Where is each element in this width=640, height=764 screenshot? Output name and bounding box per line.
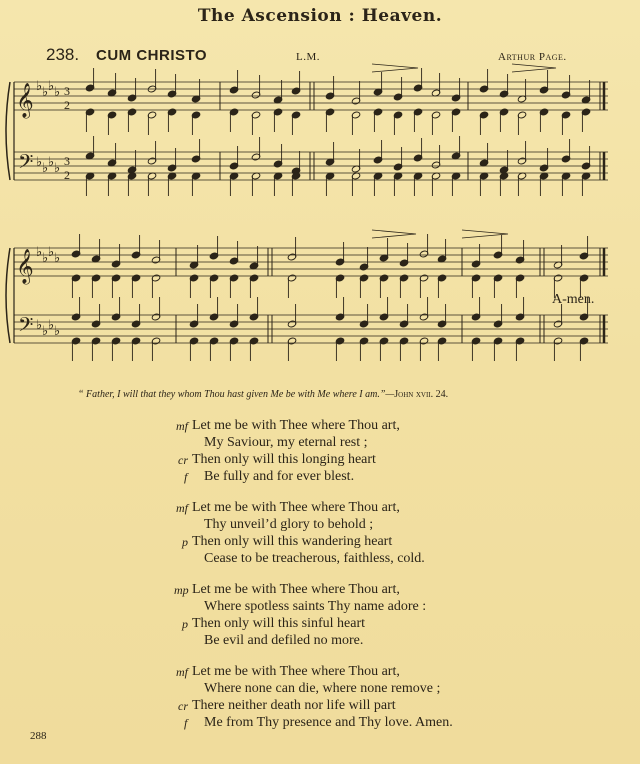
verse-line: Cease to be treacherous, faithless, cold. — [204, 551, 425, 566]
stanza-3 — [0, 581, 640, 651]
verses — [0, 417, 640, 742]
bass-clef-icon: 𝄢 — [18, 313, 34, 341]
brace-icon — [6, 248, 10, 343]
crescendo-icon — [372, 230, 416, 238]
flat-sign-icon: ♭ — [48, 318, 55, 333]
flat-sign-icon: ♭ — [42, 161, 49, 176]
page-number: 288 — [30, 730, 47, 742]
treble-clef-icon: 𝄞 — [16, 83, 34, 118]
verse-line: Where spotless saints Thy name adore : — [204, 599, 427, 614]
dynamic-mark: mf — [176, 665, 188, 679]
time-signature-icon: 3 — [64, 154, 70, 168]
scripture-quote: “ Father, I will that they whom Thou hast given Me be with Me where I am.”— — [78, 389, 395, 400]
flat-sign-icon: ♭ — [54, 251, 61, 266]
verse-line: Me from Thy presence and Thy love. Amen. — [204, 715, 453, 730]
verse-line: Thy unveil’d glory to behold ; — [204, 517, 374, 532]
crescendo-icon — [512, 64, 556, 72]
verse-line: Then only will this wandering heart — [192, 534, 393, 549]
flat-sign-icon: ♭ — [42, 324, 49, 339]
verse-line: Let me be with Thee where Thou art, — [192, 664, 400, 679]
flat-sign-icon: ♭ — [36, 318, 43, 333]
meter: L.M. — [296, 51, 320, 63]
flat-sign-icon: ♭ — [36, 245, 43, 260]
flat-sign-icon: ♭ — [36, 155, 43, 170]
flat-sign-icon: ♭ — [36, 79, 43, 94]
flat-sign-icon: ♭ — [42, 85, 49, 100]
stanza-1 — [0, 417, 640, 487]
dynamic-mark: cr — [178, 699, 188, 713]
dynamic-mark: mf — [176, 501, 188, 515]
treble-clef-icon: 𝄞 — [16, 249, 34, 284]
dynamic-mark: mf — [176, 419, 188, 433]
crescendo-icon — [462, 230, 508, 238]
brace-icon — [6, 82, 10, 180]
verse-line: Be fully and for ever blest. — [204, 469, 355, 484]
verse-line: There neither death nor life will part — [192, 698, 396, 713]
verse-line: Let me be with Thee where Thou art, — [192, 418, 400, 433]
dynamic-mark: cr — [178, 453, 188, 467]
time-signature-icon: 2 — [64, 98, 70, 112]
hymn-number: 238. — [46, 45, 80, 64]
music-score — [0, 0, 640, 380]
dynamic-mark: mp — [174, 583, 189, 597]
time-signature-icon: 3 — [64, 84, 70, 98]
dynamic-mark: p — [182, 535, 188, 549]
flat-sign-icon: ♭ — [48, 245, 55, 260]
verse-line: Let me be with Thee where Thou art, — [192, 582, 400, 597]
stanza-2 — [0, 499, 640, 569]
scripture-epigraph — [78, 389, 578, 400]
verse-line: My Saviour, my eternal rest ; — [204, 435, 368, 450]
flat-sign-icon: ♭ — [54, 161, 61, 176]
amen-label: A-men. — [552, 292, 595, 307]
verse-line: Then only will this sinful heart — [192, 616, 366, 631]
verse-line: Where none can die, where none remove ; — [204, 681, 441, 696]
dynamic-mark: p — [182, 617, 188, 631]
flat-sign-icon: ♭ — [48, 155, 55, 170]
bass-clef-icon: 𝄢 — [18, 150, 34, 178]
stanza-4 — [0, 663, 640, 733]
time-signature-icon: 2 — [64, 168, 70, 182]
running-head: The Ascension : Heaven. — [197, 6, 443, 26]
dynamic-mark: f — [184, 470, 188, 484]
flat-sign-icon: ♭ — [54, 85, 61, 100]
tune-name: CUM CHRISTO — [96, 47, 208, 64]
verse-line: Then only will this longing heart — [192, 452, 376, 467]
flat-sign-icon: ♭ — [54, 324, 61, 339]
scripture-reference: John xvii. 24. — [394, 389, 449, 400]
flat-sign-icon: ♭ — [42, 251, 49, 266]
verse-line: Be evil and defiled no more. — [204, 633, 364, 648]
composer: Arthur Page. — [498, 51, 567, 63]
dynamic-mark: f — [184, 716, 188, 730]
flat-sign-icon: ♭ — [48, 79, 55, 94]
verse-line: Let me be with Thee where Thou art, — [192, 500, 400, 515]
crescendo-icon — [372, 64, 418, 72]
